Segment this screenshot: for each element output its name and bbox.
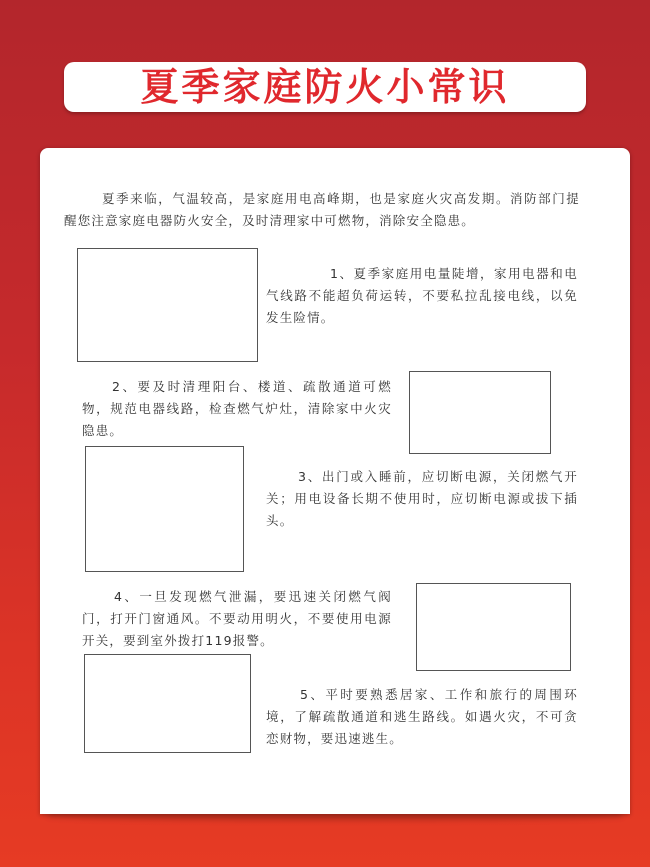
- tip-2: 2、要及时清理阳台、楼道、疏散通道可燃物，规范电器线路，检查燃气炉灶，清除家中火灾隐患。: [82, 379, 392, 438]
- page-title: 夏季家庭防火小常识: [140, 65, 510, 109]
- tip-5: 5、平时要熟悉居家、工作和旅行的周围环境，了解疏散通道和逃生路线。如遇火灾，不可贪恋财物，要迅速逃生。: [266, 687, 578, 746]
- tip-4: 4、一旦发现燃气泄漏，要迅速关闭燃气阀门，打开门窗通风。不要动用明火，不要使用电源开关，要到室外拨打119报警。: [82, 589, 392, 648]
- image-placeholder-5: [84, 654, 251, 753]
- tip-1: 1、夏季家庭用电量陡增，家用电器和电气线路不能超负荷运转，不要私拉乱接电线，以免发生险情。: [266, 266, 578, 325]
- tip-3: 3、出门或入睡前，应切断电源，关闭燃气开关；用电设备长期不使用时，应切断电源或拔下插头。: [266, 469, 578, 528]
- intro-paragraph: 夏季来临，气温较高，是家庭用电高峰期，也是家庭火灾高发期。消防部门提醒您注意家庭电器防火安全，及时清理家中可燃物，消除安全隐患。: [64, 191, 580, 228]
- image-placeholder-1: [77, 248, 258, 362]
- image-placeholder-3: [85, 446, 244, 572]
- image-placeholder-2: [409, 371, 551, 454]
- image-placeholder-4: [416, 583, 571, 671]
- title-banner: [64, 62, 586, 112]
